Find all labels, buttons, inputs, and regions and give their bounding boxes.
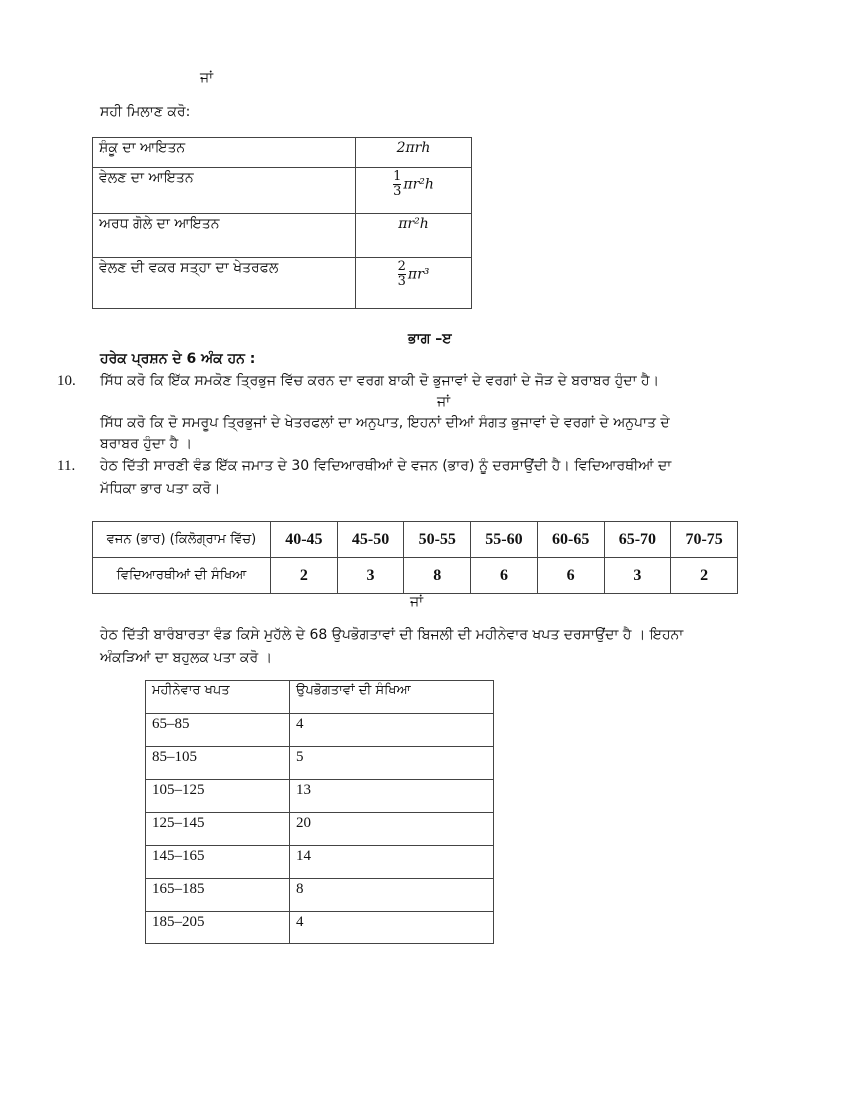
frequency: 3 [337,558,404,594]
frequency: 2 [271,558,338,594]
cell: 165–185 [146,879,290,912]
row-label: ਵਿਦਿਆਰਥੀਆਂ ਦੀ ਸੰਖਿਆ [93,558,271,594]
question-11-line1: ਹੇਠ ਦਿੱਤੀ ਸਾਰਣੀ ਵੰਡ ਇੱਕ ਜਮਾਤ ਦੇ 30 ਵਿਦਿਆਰਥੀਆਂ ਦੇ ਵਜਨ (ਭਾਰ) ਨੂੰ ਦਰਸਾਉਂਦੀ ਹੈ। ਵਿਦਿਆਰਥੀਆਂ ਦਾ [100,458,672,474]
class-interval: 65-70 [604,522,671,558]
cell: 65–85 [146,714,290,747]
table-row [146,780,494,813]
fraction-denominator: 3 [393,184,402,199]
frequency: 8 [404,558,471,594]
formula: πr²h [403,176,434,193]
fraction-denominator: 3 [397,274,406,289]
cell: 20 [290,813,494,846]
match-table [92,137,472,309]
match-left: ਸ਼ੰਕੂ ਦਾ ਆਇਤਨ [93,138,356,168]
question-number: 11. [57,458,76,474]
frequency: 6 [471,558,538,594]
question-11-alt-line1: ਹੇਠ ਦਿੱਤੀ ਬਾਰੰਬਾਰਤਾ ਵੰਡ ਕਿਸੇ ਮੁਹੱਲੇ ਦੇ 68 ਉਪਭੋਗਤਾਵਾਂ ਦੀ ਬਿਜਲੀ ਦੀ ਮਹੀਨੇਵਾਰ ਖਪਤ ਦਰਸਾਉਂਦਾ ਹੈ । ਇਹਨਾ [100,627,684,643]
row-label: ਵਜਨ (ਭਾਰ) (ਕਿਲੋਗ੍ਰਾਮ ਵਿੱਚ) [93,522,271,558]
marks-note: ਹਰੇਕ ਪ੍ਰਸ਼ਨ ਦੇ 6 ਅੰਕ ਹਨ : [100,351,256,367]
table-row [146,846,494,879]
cell: 145–165 [146,846,290,879]
class-interval: 60-65 [537,522,604,558]
consumption-table [145,680,494,944]
fraction-numerator: 2 [397,259,406,274]
or-label: ਜਾਂ [200,70,214,86]
class-interval: 55-60 [471,522,538,558]
table-row [146,747,494,780]
frequency: 3 [604,558,671,594]
match-right: 2πrh [356,138,472,168]
question-11-alt-line2: ਅੰਕੜਿਆਂ ਦਾ ਬਹੁਲਕ ਪਤਾ ਕਰੋ । [100,650,273,666]
class-interval: 50-55 [404,522,471,558]
class-interval: 40-45 [271,522,338,558]
cell: 4 [290,714,494,747]
or-label: ਜਾਂ [410,594,424,610]
table-row [146,912,494,944]
cell: 4 [290,912,494,944]
match-right: πr²h [356,214,472,258]
question-number: 10. [57,373,76,389]
class-interval: 45-50 [337,522,404,558]
question-10-text: ਸਿੱਧ ਕਰੋ ਕਿ ਇੱਕ ਸਮਕੋਣ ਤ੍ਰਿਭੁਜ ਵਿੱਚ ਕਰਨ ਦਾ ਵਰਗ ਬਾਕੀ ਦੋ ਭੁਜਾਵਾਂ ਦੇ ਵਰਗਾਂ ਦੇ ਜੋੜ ਦੇ ਬਰਾਬਰ ਹੁੰਦਾ ਹੈ। [100,373,660,389]
or-label: ਜਾਂ [437,394,451,410]
cell: 5 [290,747,494,780]
match-left: ਅਰਧ ਗੋਲੇ ਦਾ ਆਇਤਨ [93,214,356,258]
match-right [356,258,472,309]
cell: 8 [290,879,494,912]
cell: 13 [290,780,494,813]
column-header: ਉਪਭੋਗਤਾਵਾਂ ਦੀ ਸੰਖਿਆ [290,681,494,714]
question-10-alt-line1: ਸਿੱਧ ਕਰੋ ਕਿ ਦੋ ਸਮਰੂਪ ਤ੍ਰਿਭੁਜਾਂ ਦੇ ਖੇਤਰਫਲਾਂ ਦਾ ਅਨੁਪਾਤ, ਇਹਨਾਂ ਦੀਆਂ ਸੰਗਤ ਭੁਜਾਵਾਂ ਦੇ ਵਰਗਾਂ ਦੇ ਅਨੁਪਾਤ ਦੇ [100,415,670,431]
class-interval: 70-75 [671,522,738,558]
cell: 105–125 [146,780,290,813]
section-title: ਭਾਗ –ੲ [408,331,452,347]
formula: πr³ [407,266,430,283]
match-heading: ਸਹੀ ਮਿਲਾਣ ਕਰੋ: [100,104,191,120]
column-header: ਮਹੀਨੇਵਾਰ ਖਪਤ [146,681,290,714]
cell: 125–145 [146,813,290,846]
cell: 85–105 [146,747,290,780]
frequency: 6 [537,558,604,594]
match-right [356,168,472,214]
weight-table [92,521,738,594]
table-row [146,879,494,912]
cell: 185–205 [146,912,290,944]
match-left: ਵੇਲਣ ਦੀ ਵਕਰ ਸਤ੍ਹਾ ਦਾ ਖੇਤਰਫਲ [93,258,356,309]
cell: 14 [290,846,494,879]
fraction-numerator: 1 [393,169,402,184]
table-row [146,714,494,747]
match-left: ਵੇਲਣ ਦਾ ਆਇਤਨ [93,168,356,214]
frequency: 2 [671,558,738,594]
table-row [146,813,494,846]
question-10-alt-line2: ਬਰਾਬਰ ਹੁੰਦਾ ਹੈ । [100,436,193,452]
question-11-line2: ਮੱਧਿਕਾ ਭਾਰ ਪਤਾ ਕਰੋ। [100,481,221,497]
